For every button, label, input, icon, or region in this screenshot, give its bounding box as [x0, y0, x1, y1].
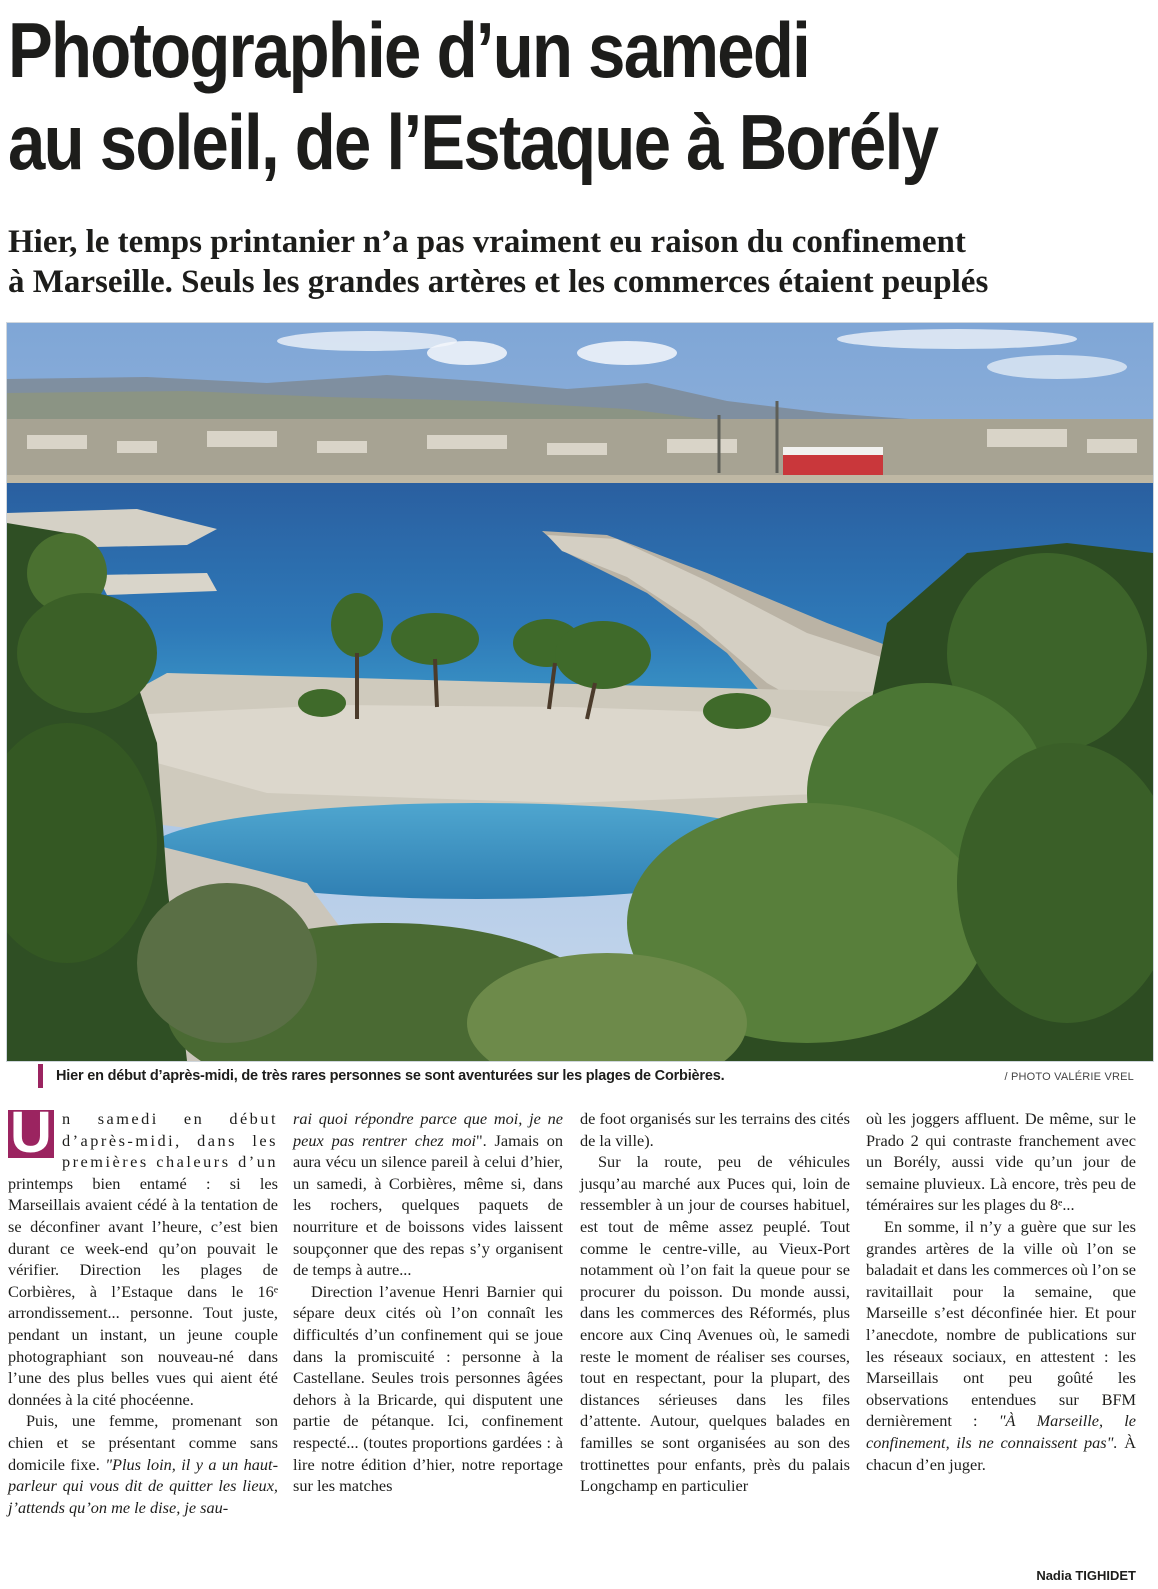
- photo-credit: / PHOTO VALÉRIE VREL: [1004, 1071, 1134, 1083]
- paragraph-text: Puis, une femme, promenant son chien et se présentant comme sans domicile fixe.: [8, 1411, 278, 1474]
- caption-accent-bar: [38, 1064, 43, 1088]
- paragraph-text: printemps bien entamé : si les Marseillais avaient cédé à la tentation de se déconfiner avant l’heure, c’est bien durant ce week-end qu’on pouvait le vérifier. Direction les plages de Corbières, à l’Estaque dans le 16ᵉ arrondissement... personne. Tout juste, pendant un instant, un jeune couple photographiant son nouveau-né dans l’une des plus belles vues qui aient été données à la cité phocéenne.: [8, 1173, 278, 1409]
- headline: [8, 4, 988, 188]
- headline-line-1: Photographie d’un samedi: [8, 6, 810, 94]
- photo-caption: Hier en début d’après-midi, de très rares personnes se sont aventurées sur les plages de Corbières.: [56, 1068, 725, 1084]
- article-column-3: [580, 1108, 850, 1497]
- paragraph: de foot organisés sur les terrains des cités de la ville).: [580, 1109, 850, 1150]
- subtitle-line-2: à Marseille. Seuls les grandes artères et les commerces étaient peuplés: [8, 264, 989, 300]
- headline-line-2: au soleil, de l’Estaque à Borély: [8, 98, 938, 186]
- author-byline: Nadia TIGHIDET: [1036, 1568, 1136, 1583]
- coastal-landscape-image: [7, 323, 1153, 1061]
- paragraph: [866, 1216, 1136, 1475]
- article-column-1: [8, 1100, 279, 1518]
- quote-text: "Plus loin, il y a un haut-parleur qui vous dit de quitter les lieux, j’attends qu’on me le dise, je sau-: [8, 1454, 279, 1517]
- article-photo: [6, 322, 1154, 1062]
- paragraph: [293, 1108, 563, 1281]
- paragraph: Direction l’avenue Henri Barnier qui sépare deux cités où l’on connaît les difficultés d’un confinement qui se joue dans la promiscuité : personne à la Castellane. Seules trois personnes âgées dehors à la Bricarde, qui disputent une partie de pétanque. Ici, confinement respecté... (toutes proportions gardées : à lire notre édition d’hier, notre reportage sur les matches: [293, 1281, 563, 1496]
- paragraph-text: À chacun d’en juger.: [866, 1432, 1136, 1474]
- article-column-2: [293, 1108, 563, 1497]
- lead-text: n samedi en début d’après-midi, dans les premières chaleurs d’un: [62, 1109, 278, 1172]
- paragraph: [8, 1100, 278, 1410]
- paragraph-text: En somme, il n’y a guère que sur les grandes artères de la ville où l’on se baladait et dans les commerces où l’on se ravitaillait pour la semaine, que Marseille s’est déconfinée hier. Et pour l’anecdote, nombre de publications sur les réseaux sociaux, en attestent : les Marseillais ont peu goûté les observations entendues sur BFM dernièrement :: [866, 1216, 1136, 1431]
- quote-text: rai quoi répondre parce que moi, je ne peux pas rentrer chez moi: [293, 1109, 563, 1150]
- subtitle-line-1: Hier, le temps printanier n’a pas vraiment eu raison du confinement: [8, 224, 966, 260]
- quote-text: "À Marseille, le confinement, ils ne connaissent pas".: [866, 1411, 1136, 1452]
- paragraph: où les joggers affluent. De même, sur le Prado 2 qui contraste franchement avec un Borély, aussi vide qu’un jour de semaine pluvieux. Là encore, très peu de téméraires sur les plages du 8ᵉ...: [866, 1109, 1136, 1215]
- subtitle: [8, 222, 1158, 302]
- drop-cap: U: [8, 1110, 54, 1158]
- article-column-4: [866, 1108, 1136, 1475]
- paragraph-text: ". Jamais on aura vécu un silence pareil à celui d’hier, un samedi, à Corbières, même si, dans les rochers, quelques paquets de nourriture et de boissons vides laissent soupçonner que des repas s’y organisent de temps à autre...: [293, 1130, 563, 1280]
- paragraph: Sur la route, peu de véhicules jusqu’au marché aux Puces qui, loin de ressembler à un jour de courses habituel, est tout de même assez peuplé. Tout comme le centre-ville, au Vieux-Port notamment où l’on fait la queue pour se procurer du poisson. Du monde aussi, dans les commerces des Réformés, plus encore aux Cinq Avenues où, le samedi reste le moment de réaliser ses courses, tout en respectant, pour la plupart, des distances sérieuses dans les files d’attente. Autour, quelques balades en familles se sont organisées au son des trottinettes pour enfants, près du palais Longchamp en particulier: [580, 1152, 850, 1496]
- paragraph: [8, 1410, 278, 1518]
